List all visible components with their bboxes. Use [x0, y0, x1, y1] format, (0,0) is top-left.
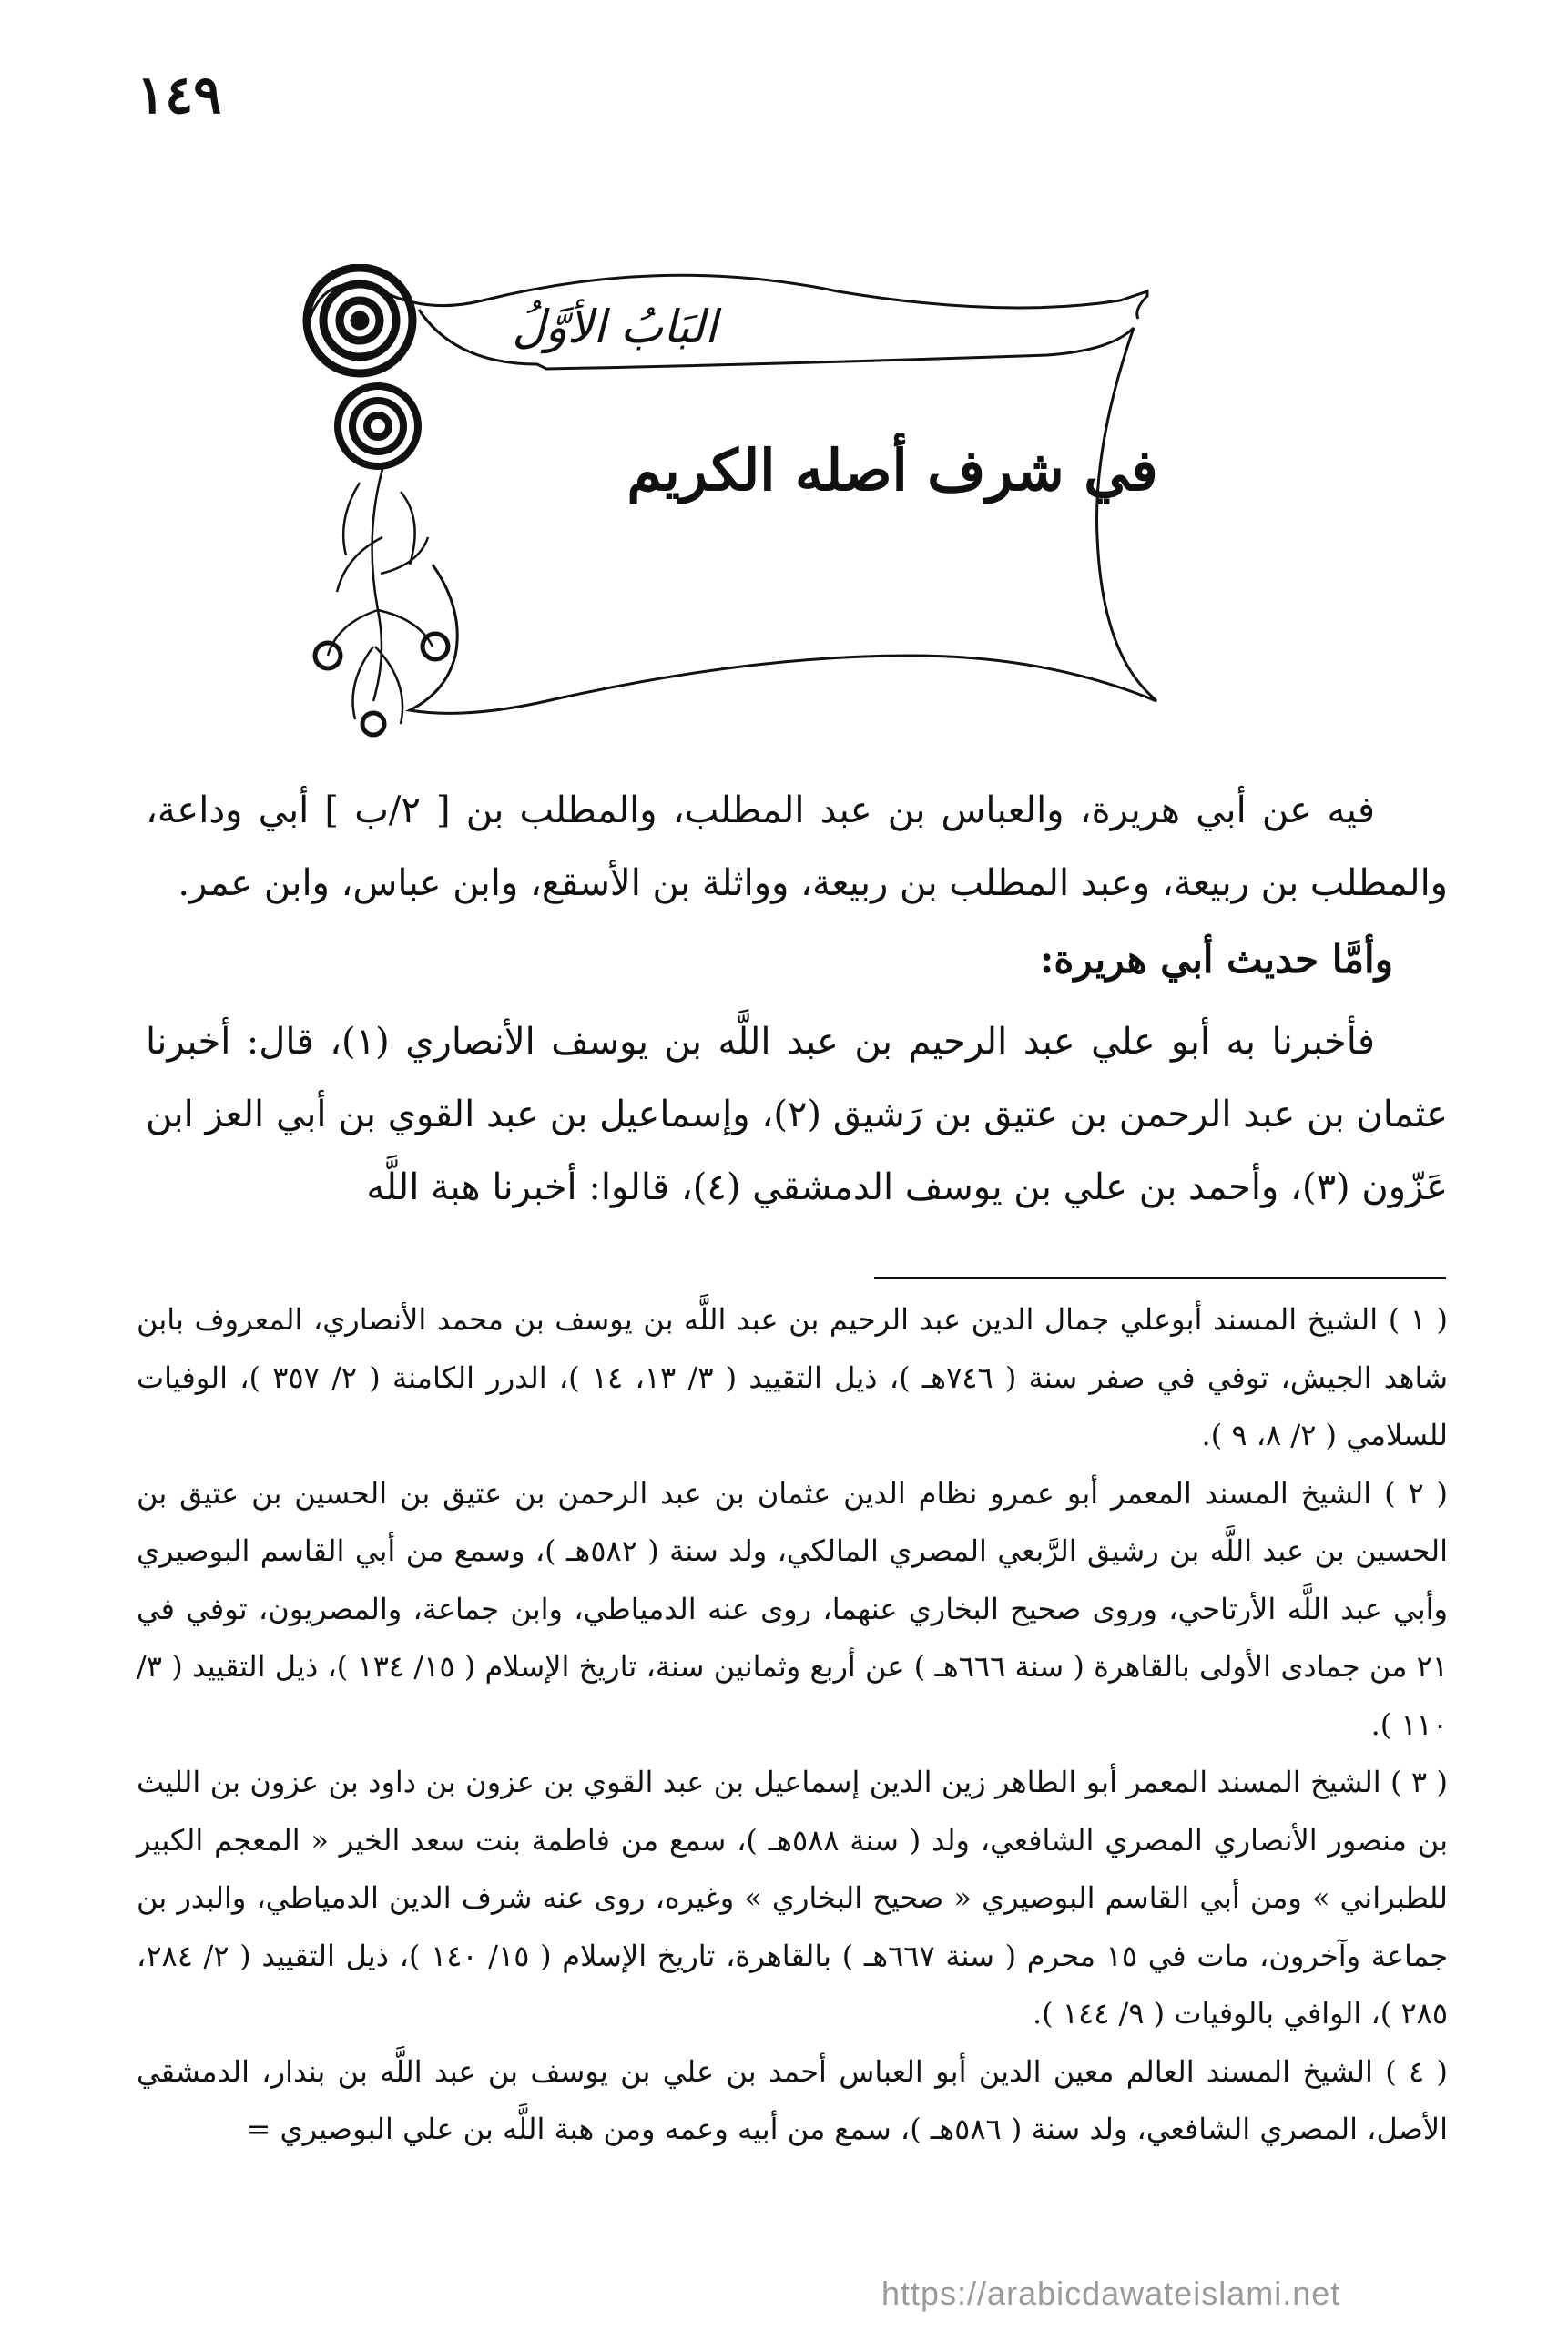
footnote: ( ٤ ) الشيخ المسند العالم معين الدين أبو العباس أحمد بن علي بن يوسف بن عبد اللَّه بن بندار، الدمشقي الأصل، المصري الشافعي، ولد سنة ( ٥٨٦هـ )، سمع من أبيه وعمه ومن هبة اللَّه بن علي البوصيري = [137, 2053, 1449, 2146]
section-subheading: وأمَّا حديث أبي هريرة: [1039, 937, 1393, 982]
footnote: ( ٣ ) الشيخ المسند المعمر أبو الطاهر زين الدين إسماعيل بن عبد القوي بن عزون بن داود بن عزون بن الليث بن منصور الأنصاري المصري الشافعي، ولد ( سنة ٥٨٨هـ )، سمع من فاطمة بنت سعد الخير « المعجم الكبير للطبراني » ومن أبي القاسم البوصيري « صحيح البخاري » وغيره، روى عنه شرف الدين الدمياطي، والبدر بن جماعة وآخرون، مات في ١٥ محرم ( سنة ٦٦٧هـ ) بالقاهرة، تاريخ الإسلام ( ١٥/ ١٤٠ )، ذيل التقييد ( ٢/ ٢٨٤، ٢٨٥ )، الوافي بالوفيات ( ٩/ ١٤٤ ). [137, 1765, 1449, 2031]
watermark-url: https://arabicdawateislami.net [881, 2275, 1341, 2312]
page-number: ١٤٩ [137, 64, 222, 126]
concentric-circle-middle [338, 386, 418, 466]
concentric-circle-top [307, 268, 412, 373]
footnote-separator [874, 1277, 1446, 1279]
footnotes [137, 1291, 1448, 2159]
chapter-banner-ornament [273, 264, 1329, 756]
body-paragraph: فأخبرنا به أبو علي عبد الرحيم بن عبد اللَّه بن يوسف الأنصاري (١)، قال: أخبرنا عثمان بن عبد الرحمن بن عتيق بن رَشيق (٢)، وإسماعيل بن عبد القوي بن أبي العز ابن عَزّون (٣)، وأحمد بن علي بن يوسف الدمشقي (٤)، قالوا: أخبرنا هبة اللَّه [146, 1021, 1448, 1208]
body-paragraph: فيه عن أبي هريرة، والعباس بن عبد المطلب، والمطلب بن [ ٢/ب ] أبي وداعة، والمطلب بن ربيعة، وعبد المطلب بن ربيعة، وواثلة بن الأسقع، وابن عباس، وابن عمر. [146, 789, 1448, 904]
footnote: ( ١ ) الشيخ المسند أبوعلي جمال الدين عبد الرحيم بن عبد اللَّه بن يوسف بن محمد الأنصاري، المعروف بابن شاهد الجيش، توفي في صفر سنة ( ٧٤٦هـ )، ذيل التقييد ( ٣/ ١٣، ١٤ )، الدرر الكامنة ( ٢/ ٣٥٧ )، الوفيات للسلامي ( ٢/ ٨، ٩ ). [137, 1302, 1449, 1452]
chapter-title: في شرف أصله الكريم [626, 437, 1158, 504]
footnote: ( ٢ ) الشيخ المسند المعمر أبو عمرو نظام الدين عثمان بن عبد الرحمن بن عتيق بن الحسين بن عتيق بن الحسين بن عبد اللَّه بن رشيق الرَّبعي المصري المالكي، ولد سنة ( ٥٨٢هـ )، وسمع من أبي القاسم البوصيري وأبي عبد اللَّه الأرتاحي، وروى صحيح البخاري عنهما، روى عنه الدمياطي، وابن جماعة، والمصريون، توفي في ٢١ من جمادى الأولى بالقاهرة ( سنة ٦٦٦هـ ) عن أربع وثمانين سنة، تاريخ الإسلام ( ١٥/ ١٣٤ )، ذيل التقييد ( ٣/ ١١٠ ). [137, 1475, 1449, 1742]
main-text [146, 774, 1448, 1224]
scroll-banner-graphic [273, 264, 1329, 756]
chapter-label: البَابُ الأوَّلُ [512, 300, 718, 353]
